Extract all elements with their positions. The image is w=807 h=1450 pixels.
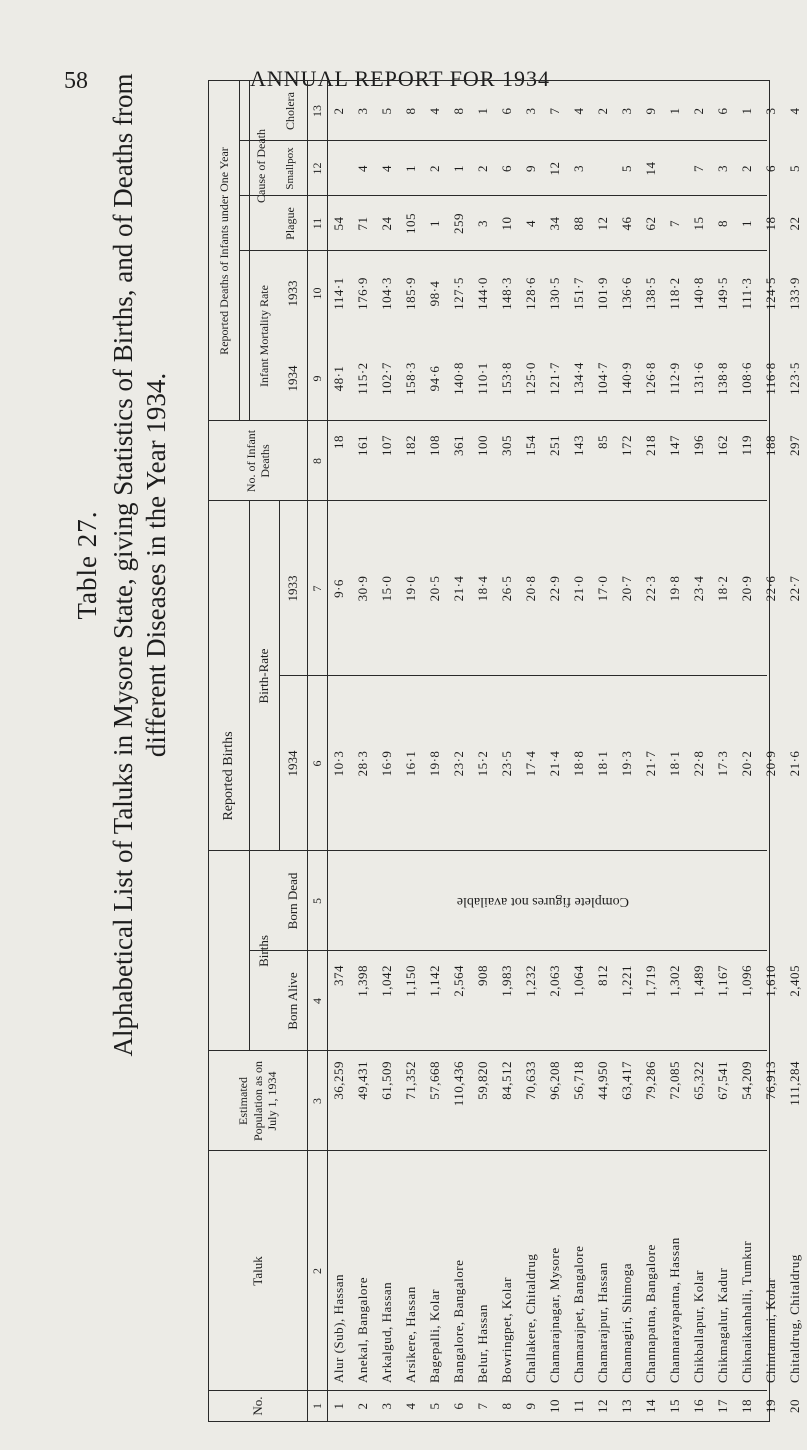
- header-cause-of-death: Cause of Death: [254, 129, 269, 203]
- cell-imr34: 48·1: [331, 365, 346, 392]
- cell-cholera: 4: [427, 107, 442, 115]
- cell-inf: 196: [691, 435, 706, 456]
- cell-rate33: 15·0: [379, 575, 394, 602]
- cell-taluk: Chamarajnagar, Mysore: [547, 1247, 562, 1383]
- cell-no: 19: [763, 1399, 778, 1413]
- cell-plague: 71: [355, 216, 370, 231]
- header-born-alive: Born Alive: [285, 972, 301, 1030]
- cell-cholera: 4: [787, 107, 802, 115]
- header-reported-births: Reported Births: [220, 731, 236, 821]
- column-plague: [327, 196, 807, 251]
- cell-no: 1: [331, 1402, 346, 1410]
- cell-taluk: Bangalore, Bangalore: [451, 1259, 466, 1383]
- cell-rate33: 21·0: [571, 575, 586, 602]
- cell-cholera: 2: [691, 107, 706, 115]
- cell-plague: 1: [427, 220, 442, 227]
- cell-imr33: 144·0: [475, 277, 490, 310]
- cell-rate33: 22·9: [547, 575, 562, 602]
- header-smallpox: Smallpox: [283, 147, 296, 190]
- cell-pop: 84,512: [499, 1061, 514, 1100]
- cell-smallpox: 1: [451, 165, 466, 172]
- cell-taluk: Chintamani, Kolar: [763, 1277, 778, 1383]
- cell-taluk: Chikballapur, Kolar: [691, 1270, 706, 1383]
- header-cholera: Cholera: [283, 92, 298, 130]
- cell-rate34: 17·3: [715, 750, 730, 777]
- cell-cholera: 6: [499, 107, 514, 115]
- column-number: 2: [309, 1268, 324, 1274]
- cell-alive: 1,232: [523, 965, 538, 997]
- cell-imr34: 138·8: [715, 362, 730, 395]
- cell-alive: 2,405: [787, 965, 802, 997]
- cell-smallpox: 3: [715, 165, 730, 172]
- cell-imr34: 131·6: [691, 362, 706, 395]
- cell-plague: 34: [547, 216, 562, 231]
- cell-cholera: 3: [763, 107, 778, 115]
- cell-imr34: 110·1: [475, 362, 490, 395]
- cell-alive: 1,221: [619, 965, 634, 997]
- cell-inf: 361: [451, 435, 466, 456]
- cell-smallpox: 1: [403, 165, 418, 172]
- cell-rate34: 21·6: [787, 750, 802, 777]
- cell-rate34: 19·8: [427, 750, 442, 777]
- cell-imr33: 101·9: [595, 277, 610, 310]
- cell-plague: 4: [523, 220, 538, 227]
- cell-rate34: 20·9: [763, 750, 778, 777]
- cell-pop: 44,950: [595, 1061, 610, 1100]
- cell-cholera: 7: [547, 107, 562, 115]
- cell-rate34: 18·8: [571, 750, 586, 777]
- cell-alive: 1,167: [715, 965, 730, 997]
- cell-imr34: 115·2: [355, 362, 370, 395]
- cell-imr34: 102·7: [379, 362, 394, 395]
- cell-rate34: 21·7: [643, 750, 658, 777]
- cell-no: 7: [475, 1402, 490, 1410]
- column-taluk: [327, 1155, 807, 1383]
- cell-smallpox: 2: [475, 165, 490, 172]
- cell-no: 16: [691, 1399, 706, 1413]
- cell-inf: 297: [787, 435, 802, 456]
- cell-no: 15: [667, 1399, 682, 1413]
- cell-rate34: 21·4: [547, 750, 562, 777]
- column-smallpox: [327, 141, 807, 196]
- cell-inf: 182: [403, 435, 418, 456]
- cell-alive: 1,610: [763, 965, 778, 997]
- cell-plague: 8: [715, 220, 730, 227]
- cell-cholera: 3: [355, 107, 370, 115]
- cell-no: 9: [523, 1402, 538, 1410]
- cell-plague: 15: [691, 216, 706, 231]
- header-birth-rate-1934: 1934: [285, 750, 301, 777]
- cell-alive: 1,302: [667, 965, 682, 997]
- cell-no: 4: [403, 1402, 418, 1410]
- cell-rate33: 23·4: [691, 575, 706, 602]
- cell-imr34: 112·9: [667, 362, 682, 395]
- cell-rate33: 20·5: [427, 575, 442, 602]
- column-number: 10: [309, 287, 324, 300]
- cell-pop: 70,633: [523, 1061, 538, 1100]
- page-number: 58: [64, 68, 88, 94]
- cell-plague: 3: [475, 220, 490, 227]
- cell-imr33: 98·4: [427, 280, 442, 307]
- cell-imr33: 127·5: [451, 277, 466, 310]
- cell-alive: 1,719: [643, 965, 658, 997]
- cell-imr34: 125·0: [523, 362, 538, 395]
- column-infant-deaths: [327, 435, 807, 501]
- cell-pop: 57,668: [427, 1061, 442, 1100]
- cell-taluk: Channarayapatna, Hassan: [667, 1237, 682, 1383]
- cell-no: 5: [427, 1402, 442, 1410]
- cell-rate33: 19·8: [667, 575, 682, 602]
- cell-plague: 12: [595, 216, 610, 231]
- cell-alive: 812: [595, 965, 610, 986]
- cell-no: 17: [715, 1399, 730, 1413]
- cell-alive: 1,983: [499, 965, 514, 997]
- cell-inf: 147: [667, 435, 682, 456]
- header-infant-mortality: Infant Mortality Rate: [256, 285, 271, 387]
- cell-smallpox: [663, 141, 687, 196]
- cell-cholera: 8: [403, 107, 418, 115]
- cell-inf: 108: [427, 435, 442, 456]
- header-no: No.: [250, 1396, 266, 1416]
- cell-rate34: 20·2: [739, 750, 754, 777]
- cell-rate33: 18·4: [475, 575, 490, 602]
- cell-plague: 24: [379, 216, 394, 231]
- cell-taluk: Anekal, Bangalore: [355, 1277, 370, 1383]
- cell-smallpox: 3: [571, 165, 586, 172]
- cell-smallpox: 7: [691, 165, 706, 172]
- cell-rate34: 10·3: [331, 750, 346, 777]
- header-deaths-infants: Reported Deaths of Infants under One Year: [216, 147, 231, 355]
- cell-taluk: Arsikere, Hassan: [403, 1286, 418, 1383]
- cell-pop: 59,820: [475, 1061, 490, 1100]
- cell-inf: 305: [499, 435, 514, 456]
- cell-no: 6: [451, 1402, 466, 1410]
- cell-smallpox: 6: [763, 165, 778, 172]
- header-births: Births: [256, 935, 272, 967]
- cell-alive: 1,042: [379, 965, 394, 997]
- column-number: 11: [309, 217, 324, 230]
- cell-taluk: Channapatna, Bangalore: [643, 1244, 658, 1383]
- cell-imr33: 124·5: [763, 277, 778, 310]
- cell-plague: 7: [667, 220, 682, 227]
- column-birth-rate-1933: [327, 501, 807, 676]
- cell-rate34: 15·2: [475, 750, 490, 777]
- header-plague: Plague: [283, 207, 298, 240]
- cell-imr33: 148·3: [499, 277, 514, 310]
- header-born-dead: Born Dead: [285, 872, 301, 930]
- cell-alive: 2,564: [451, 965, 466, 997]
- cell-smallpox: 14: [643, 161, 658, 176]
- cell-no: 13: [619, 1399, 634, 1413]
- cell-rate33: 17·0: [595, 575, 610, 602]
- cell-cholera: 8: [451, 107, 466, 115]
- cell-pop: 49,431: [355, 1061, 370, 1100]
- cell-rate33: 20·9: [739, 575, 754, 602]
- cell-imr33: 118·2: [667, 277, 682, 310]
- cell-rate34: 23·2: [451, 750, 466, 777]
- cell-rate34: 17·4: [523, 750, 538, 777]
- cell-taluk: Chitaldrug, Chitaldrug: [787, 1254, 802, 1383]
- cell-imr34: 108·6: [739, 362, 754, 395]
- born-dead-note: Complete figures not available: [456, 894, 630, 909]
- cell-imr34: 134·4: [571, 362, 586, 395]
- group-rule-causes: [239, 81, 240, 421]
- cell-rate33: 9·6: [331, 579, 346, 598]
- cell-rate33: 22·3: [643, 575, 658, 602]
- cell-imr33: 130·5: [547, 277, 562, 310]
- column-cholera: [327, 81, 807, 141]
- column-number: 12: [309, 162, 324, 175]
- cell-smallpox: 4: [355, 165, 370, 172]
- cell-cholera: 5: [379, 107, 394, 115]
- cell-plague: 18: [763, 216, 778, 231]
- cell-smallpox: 2: [427, 165, 442, 172]
- cell-rate33: 20·8: [523, 575, 538, 602]
- cell-inf: 172: [619, 435, 634, 456]
- header-imr-1934: 1934: [285, 365, 301, 392]
- cell-pop: 61,509: [379, 1061, 394, 1100]
- cell-imr33: 133·9: [787, 277, 802, 310]
- cell-plague: 22: [787, 216, 802, 231]
- column-number: 1: [309, 1403, 324, 1409]
- cell-cholera: 3: [619, 107, 634, 115]
- cell-inf: 218: [643, 435, 658, 456]
- cell-inf: 161: [355, 435, 370, 456]
- cell-imr34: 104·7: [595, 362, 610, 395]
- cell-inf: 100: [475, 435, 490, 456]
- cell-imr33: 128·6: [523, 277, 538, 310]
- cell-imr33: 138·5: [643, 277, 658, 310]
- cell-smallpox: 12: [547, 161, 562, 176]
- cell-no: 14: [643, 1399, 658, 1413]
- column-imr-1933: [327, 251, 807, 336]
- column-population: [327, 1061, 807, 1151]
- cell-pop: 110,436: [451, 1061, 466, 1107]
- cell-cholera: 9: [643, 107, 658, 115]
- cell-rate33: 30·9: [355, 575, 370, 602]
- cell-imr33: 136·6: [619, 277, 634, 310]
- cell-taluk: Arkalgud, Hassan: [379, 1281, 394, 1383]
- cell-no: 3: [379, 1402, 394, 1410]
- column-number: 8: [309, 458, 324, 464]
- column-imr-1934: [327, 336, 807, 421]
- cell-rate34: 23·5: [499, 750, 514, 777]
- statistics-table: [208, 80, 802, 1422]
- cell-taluk: Chikmagalur, Kadur: [715, 1267, 730, 1383]
- cell-imr34: 158·3: [403, 362, 418, 395]
- cell-rate33: 19·0: [403, 575, 418, 602]
- cell-taluk: Bowringpet, Kolar: [499, 1277, 514, 1383]
- cell-smallpox: 9: [523, 165, 538, 172]
- cell-rate33: 22·6: [763, 575, 778, 602]
- cell-plague: 46: [619, 216, 634, 231]
- cell-no: 11: [571, 1399, 586, 1413]
- cell-rate34: 18·1: [667, 750, 682, 777]
- cell-inf: 143: [571, 435, 586, 456]
- column-no: [327, 1391, 807, 1421]
- column-number: 5: [309, 898, 324, 904]
- cell-cholera: 2: [595, 107, 610, 115]
- cell-rate34: 19·3: [619, 750, 634, 777]
- cell-no: 12: [595, 1399, 610, 1413]
- cell-taluk: Chamarajpet, Bangalore: [571, 1245, 586, 1383]
- cell-inf: 154: [523, 435, 538, 456]
- cell-plague: 105: [403, 213, 418, 234]
- cell-imr34: 126·8: [643, 362, 658, 395]
- cell-imr33: 111·3: [739, 277, 754, 310]
- cell-smallpox: [327, 141, 351, 196]
- cell-taluk: Chamarajpur, Hassan: [595, 1262, 610, 1383]
- cell-alive: 1,150: [403, 965, 418, 997]
- cell-cholera: 4: [571, 107, 586, 115]
- cell-imr33: 140·8: [691, 277, 706, 310]
- cell-smallpox: 2: [739, 165, 754, 172]
- cell-rate34: 18·1: [595, 750, 610, 777]
- column-number: 4: [309, 998, 324, 1004]
- cell-imr34: 153·8: [499, 362, 514, 395]
- cell-alive: 1,398: [355, 965, 370, 997]
- cell-rate33: 18·2: [715, 575, 730, 602]
- cell-imr34: 140·9: [619, 362, 634, 395]
- cell-pop: 63,417: [619, 1061, 634, 1100]
- header-imr-1933: 1933: [285, 280, 301, 307]
- cell-no: 20: [787, 1399, 802, 1413]
- cell-taluk: Alur (Sub), Hassan: [331, 1273, 346, 1383]
- header-infant-deaths-count: No. of Infant Deaths: [243, 429, 272, 493]
- header-population: Estimated Population as on July 1, 1934: [236, 1061, 280, 1141]
- cell-inf: 107: [379, 435, 394, 456]
- column-number: 3: [309, 1098, 324, 1104]
- column-birth-rate-1934: [327, 676, 807, 851]
- cell-imr33: 176·9: [355, 277, 370, 310]
- cell-alive: 1,096: [739, 965, 754, 997]
- cell-imr34: 116·8: [763, 362, 778, 395]
- cell-pop: 67,541: [715, 1061, 730, 1100]
- cell-rate33: 20·7: [619, 575, 634, 602]
- cell-plague: 54: [331, 216, 346, 231]
- cell-imr33: 149·5: [715, 277, 730, 310]
- cell-alive: 374: [331, 965, 346, 986]
- cell-cholera: 1: [475, 107, 490, 115]
- cell-cholera: 1: [739, 107, 754, 115]
- header-birth-rate-1933: 1933: [285, 575, 301, 602]
- cell-imr34: 94·6: [427, 365, 442, 392]
- cell-smallpox: 6: [499, 165, 514, 172]
- cell-smallpox: 5: [787, 165, 802, 172]
- table-title: Alphabetical List of Taluks in Mysore State, giving Statistics of Births, and of Deaths from different Diseases in the Year 1934.: [108, 73, 171, 1057]
- cell-smallpox: 5: [619, 165, 634, 172]
- cell-inf: 119: [739, 435, 754, 456]
- cell-imr33: 104·3: [379, 277, 394, 310]
- cell-inf: 18: [331, 435, 346, 449]
- cell-plague: 10: [499, 216, 514, 231]
- cell-imr33: 114·1: [331, 277, 346, 310]
- column-born-alive: [327, 965, 807, 1051]
- cell-taluk: Chiknaikanhalli, Tumkur: [739, 1240, 754, 1383]
- cell-pop: 36,259: [331, 1061, 346, 1100]
- cell-imr33: 151·7: [571, 277, 586, 310]
- cell-smallpox: 4: [379, 165, 394, 172]
- column-number: 13: [309, 105, 324, 117]
- cell-imr33: 185·9: [403, 277, 418, 310]
- table-number: Table 27.: [72, 510, 102, 620]
- cell-taluk: Channagiri, Shimoga: [619, 1263, 634, 1383]
- cell-plague: 62: [643, 216, 658, 231]
- table-caption: [72, 70, 182, 1060]
- cell-pop: 96,208: [547, 1061, 562, 1100]
- cell-pop: 111,284: [787, 1061, 802, 1106]
- cell-pop: 65,322: [691, 1061, 706, 1100]
- header-birth-rate: Birth-Rate: [256, 648, 272, 704]
- cell-plague: 88: [571, 216, 586, 231]
- cell-cholera: 2: [331, 107, 346, 115]
- cell-rate33: 22·7: [787, 575, 802, 602]
- cell-imr34: 121·7: [547, 362, 562, 395]
- cell-alive: 1,489: [691, 965, 706, 997]
- cell-taluk: Belur, Hassan: [475, 1304, 490, 1383]
- cell-smallpox: [591, 141, 615, 196]
- cell-alive: 1,064: [571, 965, 586, 997]
- cell-inf: 251: [547, 435, 562, 456]
- cell-alive: 908: [475, 965, 490, 986]
- cell-no: 10: [547, 1399, 562, 1413]
- cell-cholera: 1: [667, 107, 682, 115]
- cell-pop: 71,352: [403, 1061, 418, 1100]
- cell-no: 8: [499, 1402, 514, 1410]
- cell-rate33: 21·4: [451, 575, 466, 602]
- cell-no: 2: [355, 1402, 370, 1410]
- column-number: 7: [309, 585, 324, 592]
- cell-imr34: 140·8: [451, 362, 466, 395]
- cell-no: 18: [739, 1399, 754, 1413]
- cell-plague: 259: [451, 213, 466, 234]
- cell-taluk: Bagepalli, Kolar: [427, 1289, 442, 1383]
- cell-alive: 1,142: [427, 965, 442, 997]
- column-number: 9: [309, 375, 324, 382]
- cell-inf: 188: [763, 435, 778, 456]
- cell-inf: 162: [715, 435, 730, 456]
- header-taluk: Taluk: [250, 1256, 266, 1286]
- cell-inf: 85: [595, 435, 610, 449]
- cell-taluk: Challakere, Chitaldrug: [523, 1253, 538, 1383]
- cell-plague: 1: [739, 220, 754, 227]
- cell-cholera: 6: [715, 107, 730, 115]
- cell-pop: 56,718: [571, 1061, 586, 1100]
- cell-pop: 76,913: [763, 1061, 778, 1100]
- cell-rate34: 28·3: [355, 750, 370, 777]
- cell-rate34: 16·1: [403, 750, 418, 777]
- cell-pop: 54,209: [739, 1061, 754, 1100]
- cell-alive: 2,063: [547, 965, 562, 997]
- cell-imr34: 123·5: [787, 362, 802, 395]
- running-head: ANNUAL REPORT FOR 1934: [250, 66, 550, 91]
- cell-rate34: 16·9: [379, 750, 394, 777]
- column-number: 6: [309, 760, 324, 767]
- cell-pop: 79,286: [643, 1061, 658, 1100]
- cell-cholera: 3: [523, 107, 538, 115]
- cell-rate34: 22·8: [691, 750, 706, 777]
- cell-rate33: 26·5: [499, 575, 514, 602]
- cell-pop: 72,085: [667, 1061, 682, 1100]
